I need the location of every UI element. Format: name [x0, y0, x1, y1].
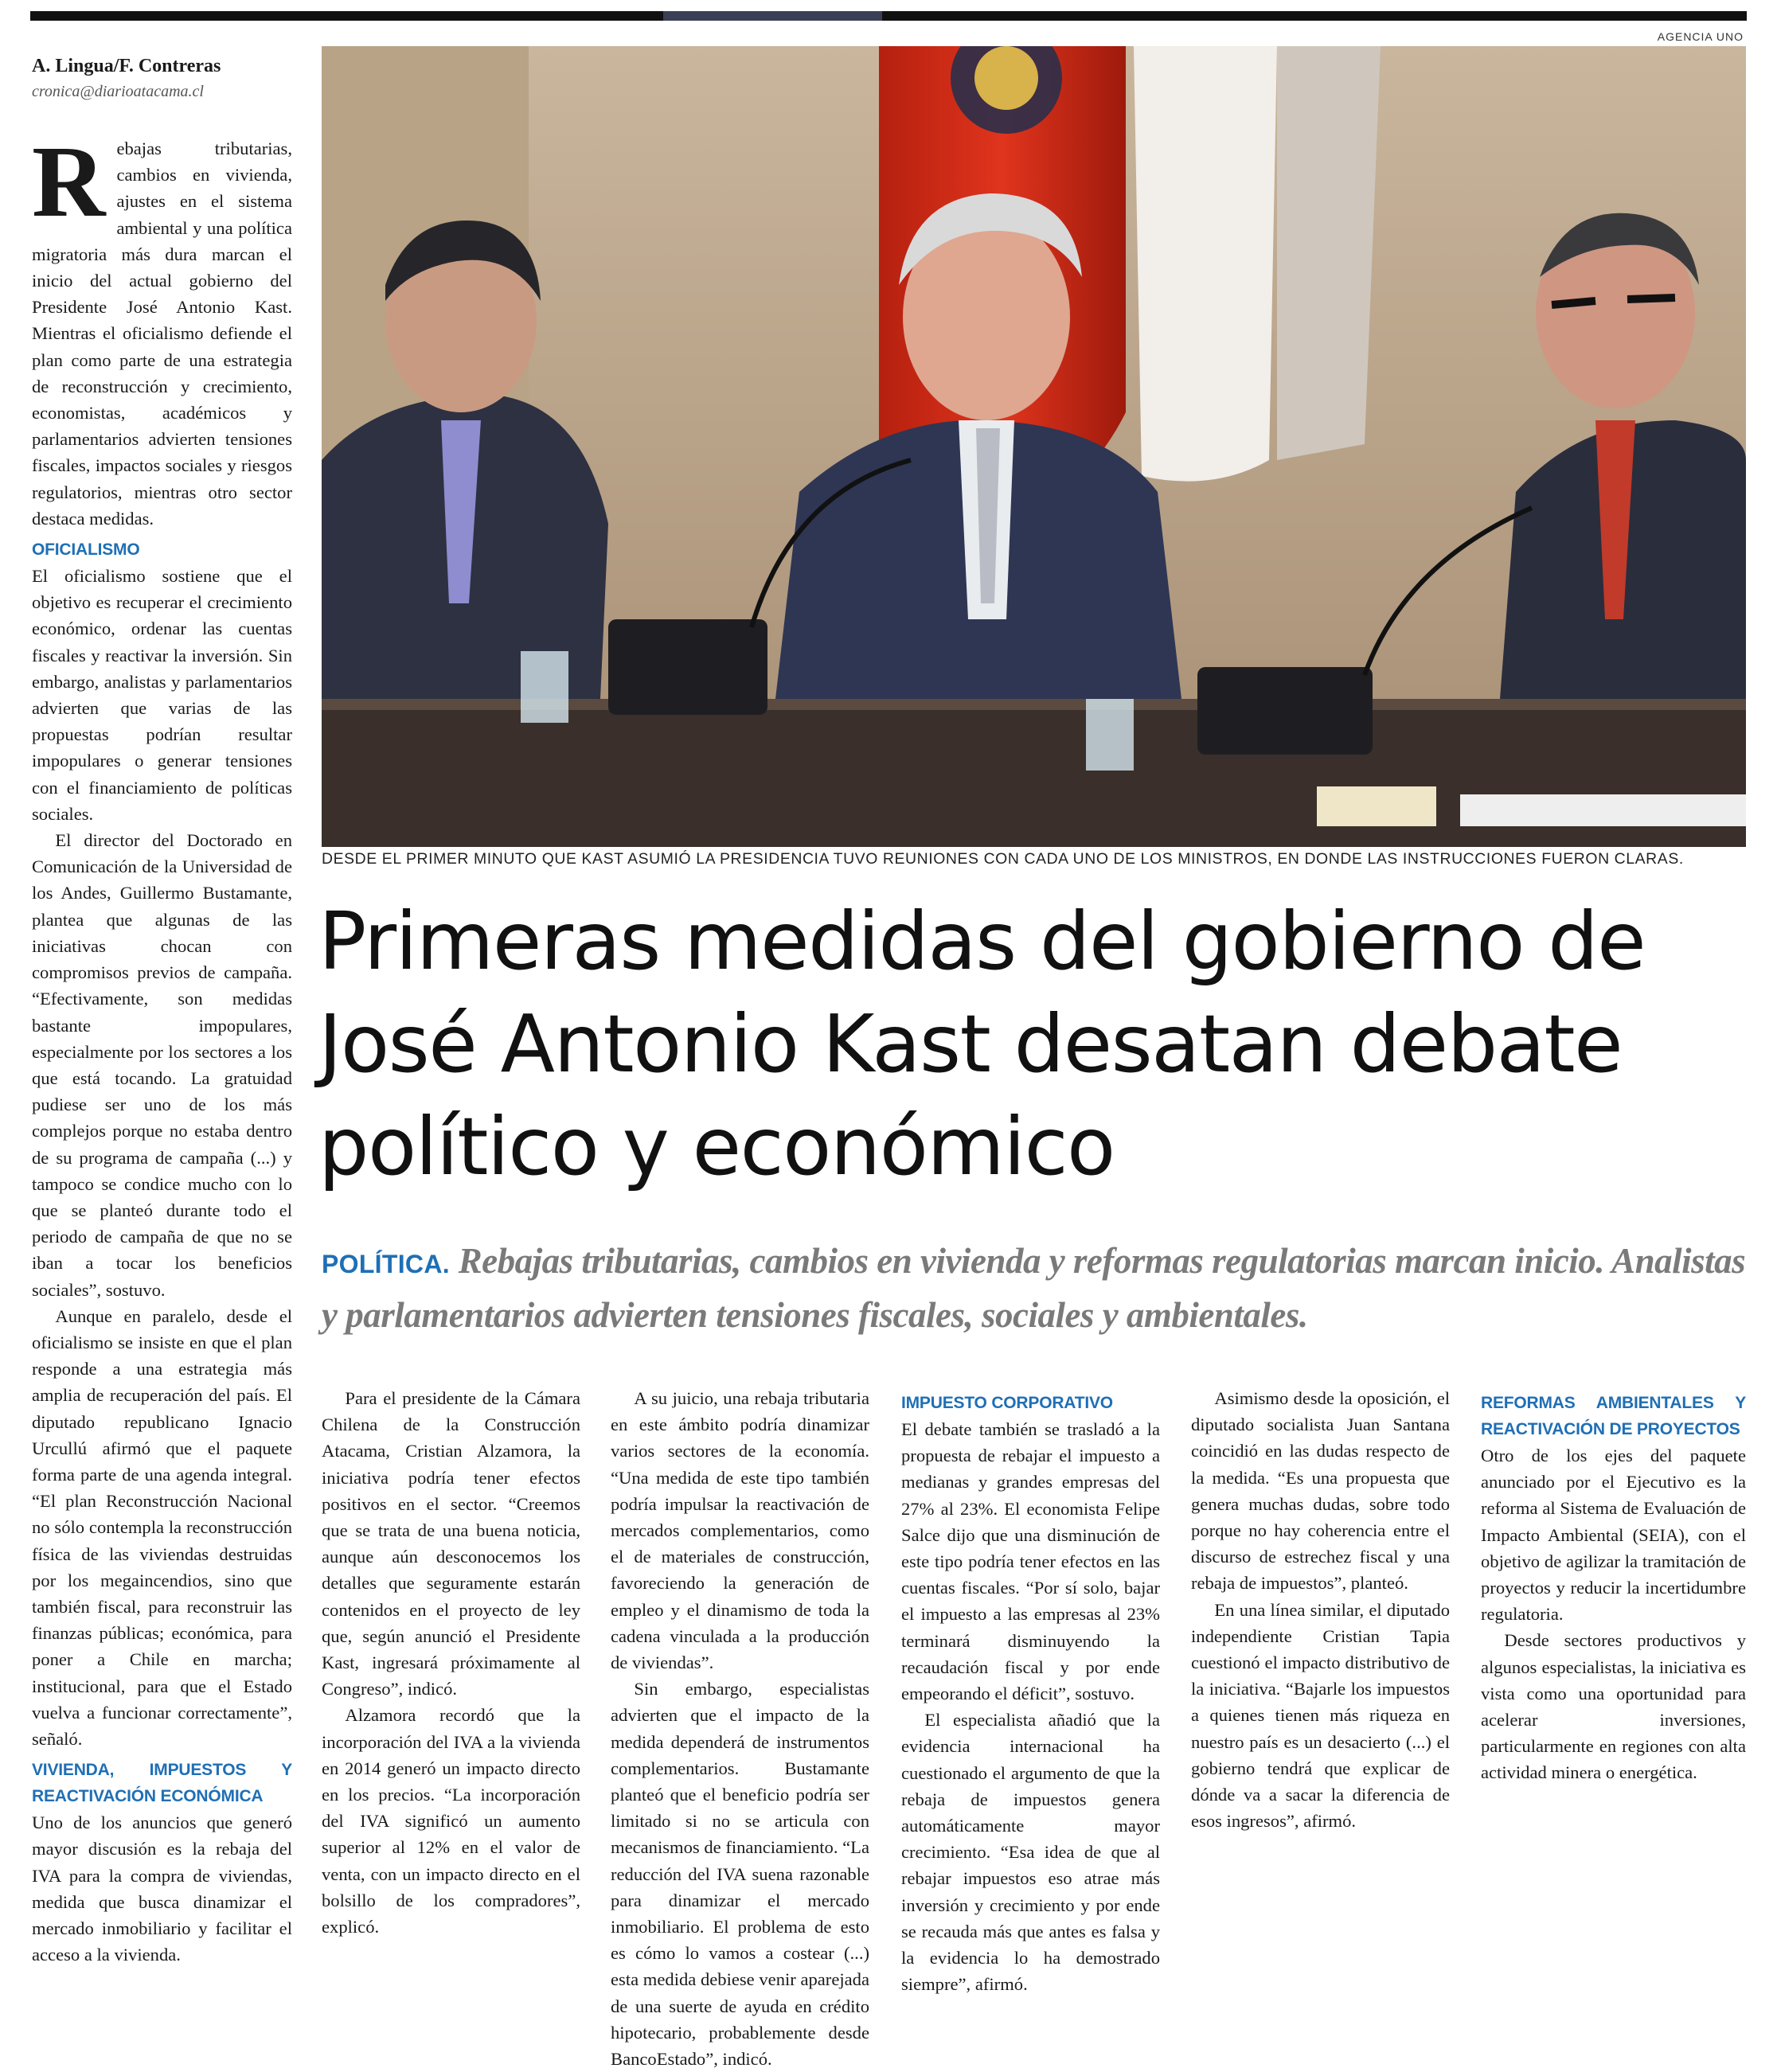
previous-photo-edge	[663, 11, 882, 21]
top-rule	[30, 11, 1747, 21]
photo-illustration	[322, 46, 1746, 847]
article-column-5	[1191, 1385, 1450, 1990]
paragraph: Sin embargo, especialistas advierten que el impacto de la medida dependerá de instrumentos complementarios. Bustamante planteó que el beneficio podría ser limitado si no se articula con mecanismos de financiamiento. “La reducción del IVA suena razonable para dinamizar el mercado inmobiliario. El problema de esto es cómo lo vamos a costear (...) esta medida debiese venir aparejada de una suerte de ayuda en crédito hipotecario, probablemente desde BancoEstado”, indicó.	[611, 1679, 869, 2070]
byline-authors: A. Lingua/F. Contreras	[32, 56, 221, 76]
photo-credit: AGENCIA UNO	[1657, 30, 1744, 43]
paragraph: Alzamora recordó que la incorporación del IVA a la vivienda en 2014 generó un impacto directo en los precios. “La incorporación del IVA significó un aumento superior al 12% en el valor de venta, con un impacto directo en el bolsillo de los compradores”, explicó.	[322, 1705, 580, 1937]
paragraph: Para el presidente de la Cámara Chilena de la Construcción Atacama, Cristian Alzamora, la iniciativa podría tener efectos positivos en el sector. “Creemos que se trata de una buena noticia, aunque aún desconocemos los detalles que seguramente estarán contenidos en el proyecto de ley que, según anunció el Presidente Kast, ingresará próximamente al Congreso”, indicó.	[322, 1388, 580, 1699]
paragraph: Otro de los ejes del paquete anunciado por el Ejecutivo es la reforma al Sistema de Evaluación de Impacto Ambiental (SEIA), con el objetivo de agilizar la tramitación de proyectos y reducir la incertidumbre regulatoria.	[1481, 1446, 1746, 1625]
article-column-3	[611, 1385, 869, 2070]
subhead-impuesto-corporativo: IMPUESTO CORPORATIVO	[901, 1394, 1113, 1412]
paragraph: Desde sectores productivos y algunos especialistas, la iniciativa es vista como una oportunidad para acelerar inversiones, particularmente en regiones con alta actividad minera o energética.	[1481, 1630, 1746, 1783]
paragraph: A su juicio, una rebaja tributaria en este ámbito podría dinamizar varios sectores de la economía. “Una medida de este tipo también podría impulsar la reactivación de mercados complementarios, como el de materiales de construcción, favoreciendo la generación de empleo y el dinamismo de toda la cadena vinculada a la producción de viviendas”.	[611, 1388, 869, 1673]
headline: Primeras medidas del gobierno de José Antonio Kast desatan debate político y económico	[318, 895, 1646, 1193]
paragraph: El debate también se trasladó a la propuesta de rebajar el impuesto a medianas y grandes empresas del 27% al 23%. El economista Felipe Salce dijo que una disminución de este tipo podría tener efectos en las cuentas fiscales. “Por sí solo, bajar el impuesto a las empresas al 23% terminará disminuyendo la recaudación fiscal y por ende empeorando el déficit”, sostuvo.	[901, 1419, 1160, 1704]
paragraph: El director del Doctorado en Comunicación de la Universidad de los Andes, Guillermo Bustamante, plantea que algunas de las iniciativas chocan con compromisos previos de campaña. “Efectivamente, son medidas bastante impopulares, especialmente por los sectores a los que está tocando. La gratuidad pudiese ser uno de los más complejos porque no estaba dentro de su programa de campaña (...) y tampoco se condice mucho con lo que se planteó durante todo el periodo de campaña de que no se iban a tocar los beneficios sociales”, sostuvo.	[32, 830, 292, 1300]
drop-cap: R	[32, 125, 106, 238]
article-column-2	[322, 1385, 580, 1990]
paragraph: En una línea similar, el diputado independiente Cristian Tapia cuestionó el impacto distributivo de la iniciativa. “Bajarle los impuestos a quienes tienen más riqueza en nuestro país es un desacierto (...) el gobierno tendrá que explicar de dónde va a sacar la diferencia de esos ingresos”, afirmó.	[1191, 1599, 1450, 1832]
article-column-6	[1481, 1385, 1746, 1990]
deck-kicker: POLÍTICA.	[322, 1250, 450, 1278]
subhead-reformas-ambientales: REFORMAS AMBIENTALES Y REACTIVACIÓN DE PROYECTOS	[1481, 1394, 1746, 1438]
lead-text: ebajas tributarias, cambios en vivienda, ajustes en el sistema ambiental y una política migratoria más dura marcan el inicio del actual gobierno del Presidente José Antonio Kast. Mientras el oficialismo defiende el plan como parte de una estrategia de reconstrucción y crecimiento, economistas, académicos y parlamentarios advierten tensiones fiscales, impactos sociales y riesgos regulatorios, mientras otro sector destaca medidas.	[32, 139, 292, 529]
subhead-oficialismo: OFICIALISMO	[32, 540, 140, 560]
paragraph: Uno de los anuncios que generó mayor discusión es la rebaja del IVA para la compra de viviendas, medida que busca dinamizar el mercado inmobiliario y facilitar el acceso a la vivienda.	[32, 1813, 292, 1965]
news-photo	[322, 46, 1746, 847]
byline-email: cronica@diarioatacama.cl	[32, 83, 204, 100]
paragraph: El oficialismo sostiene que el objetivo es recuperar el crecimiento económico, ordenar las cuentas fiscales y reactivar la inversión. Sin embargo, analistas y parlamentarios advierten que varias de las propuestas podrían resultar impopulares o generar tensiones con el financiamiento de políticas sociales.	[32, 566, 292, 824]
lead-paragraph	[32, 125, 292, 532]
deck	[322, 1235, 1755, 1340]
paragraph: Aunque en paralelo, desde el oficialismo se insiste en que el plan responde a una estrategia más amplia de recuperación del país. El diputado republicano Ignacio Urcullú afirmó que el paquete forma parte de una agenda integral. “El plan Reconstrucción Nacional no sólo contempla la reconstrucción física de las viviendas destruidas por los megaincendios, sino que también fiscal, para reconstruir las finanzas públicas; económica, para poner a Chile en marcha; institucional, para que el Estado vuelva a funcionar correctamente”, señaló.	[32, 1305, 292, 1749]
paragraph: El especialista añadió que la evidencia internacional ha cuestionado el argumento de que la rebaja de impuestos genera automáticamente mayor crecimiento. “Esa idea de que al rebajar impuestos eso atrae más inversión y crecimiento y por ende se recauda más que antes es falsa y la evidencia lo ha demostrado siempre”, afirmó.	[901, 1710, 1160, 1995]
article-column-1	[32, 125, 292, 1998]
photo-caption: DESDE EL PRIMER MINUTO QUE KAST ASUMIÓ LA PRESIDENCIA TUVO REUNIONES CON CADA UNO DE LOS MINISTROS, EN DONDE LAS INSTRUCCIONES FUERON CLARAS.	[322, 850, 1684, 868]
subhead-vivienda: VIVIENDA, IMPUESTOS Y REACTIVACIÓN ECONÓMICA	[32, 1761, 292, 1806]
paragraph: Asimismo desde la oposición, el diputado socialista Juan Santana coincidió en las dudas respecto de la medida. “Es una propuesta que genera muchas dudas, sobre todo porque no hay coherencia entre el discurso de estrechez fiscal y una rebaja de impuestos”, planteó.	[1191, 1388, 1450, 1594]
deck-text: Rebajas tributarias, cambios en vivienda y reformas regulatorias marcan inicio. Analistas y parlamentarios advierten tensiones fiscales, sociales y ambientales.	[322, 1241, 1746, 1335]
article-column-4	[901, 1385, 1160, 1995]
